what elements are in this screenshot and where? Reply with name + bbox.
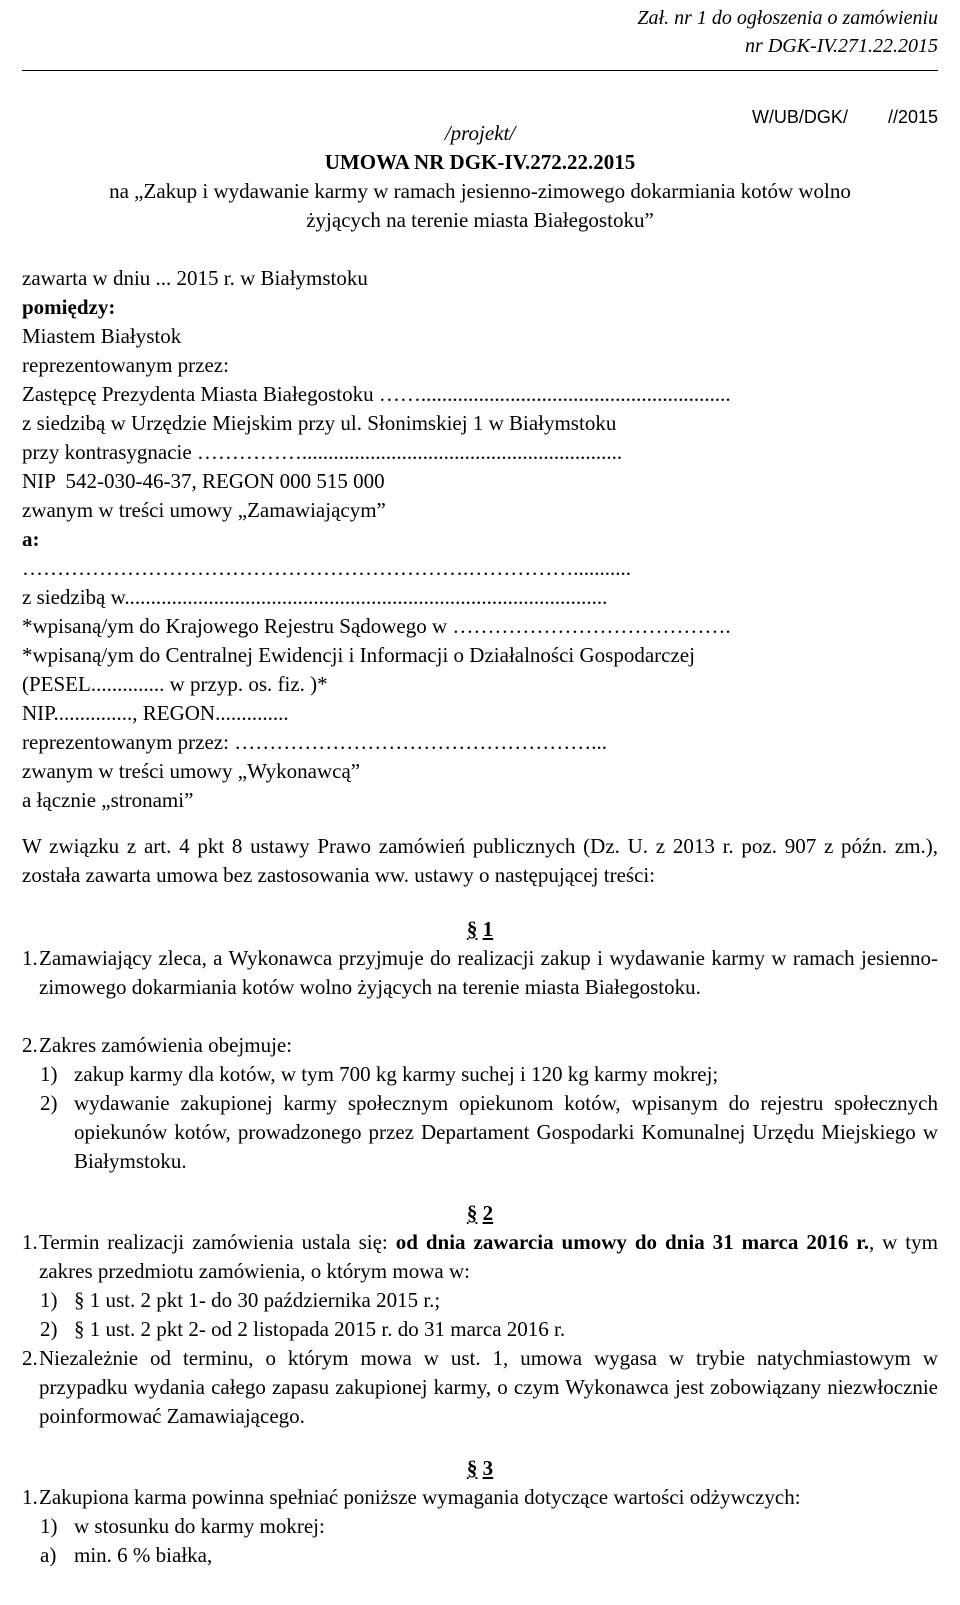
contractor-seat: z siedzibą w............................................................................................ [22, 585, 608, 609]
pesel-line: (PESEL.............. w przyp. os. fiz. )* [22, 672, 328, 696]
parties-name: a łącznie „stronami” [22, 788, 194, 812]
document-reference: W/UB/DGK/ //2015 [751, 107, 938, 127]
point-number: 2. [22, 1346, 38, 1370]
point-text: Zakres zamówienia obejmuje: [39, 1033, 293, 1057]
section-symbol: § [466, 917, 478, 941]
item-text: § 1 ust. 2 pkt 2- od 2 listopada 2015 r. do 31 marca 2016 r. [74, 1317, 566, 1341]
city-nip-regon: NIP 542-030-46-37, REGON 000 515 000 [22, 469, 385, 493]
section-symbol: § [466, 1456, 478, 1480]
header-rule [22, 70, 938, 71]
s1-point-2 [22, 1031, 938, 1060]
krs-entry: *wpisaną/ym do Krajowego Rejestru Sądowego w …………………………………. [22, 614, 731, 638]
point-text: Zakupiona karma powinna spełniać poniższe wymagania dotyczące wartości odżywczych: [39, 1485, 801, 1509]
section-number: 3 [482, 1456, 494, 1480]
item-letter: a) [40, 1543, 57, 1567]
s2-point-1 [22, 1228, 938, 1286]
draft-label: /projekt/ [444, 121, 516, 145]
section-3-heading [22, 1454, 938, 1483]
legal-basis: W związku z art. 4 pkt 8 ustawy Prawo zamówień publicznych (Dz. U. z 2013 r. poz. 907 z późn. zm.), została zawarta umowa bez zastosowania ww. ustawy o następującej treści: [22, 834, 938, 887]
section-1-heading [22, 915, 938, 944]
item-text: w stosunku do karmy mokrej: [74, 1514, 325, 1538]
ordering-party-name: zwanym w treści umowy „Zamawiającym” [22, 498, 386, 522]
item-number: 1) [40, 1514, 58, 1538]
point-text: Niezależnie od terminu, o którym mowa w ust. 1, umowa wygasa w trybie natychmiastowym w przypadku wydania całego zapasu zakupionej karmy, o czym Wykonawca jest zobowiązany niezwłocznie poinformować Zamawiającego. [39, 1346, 938, 1428]
subject-line-2: żyjących na terenie miasta Białegostoku” [306, 208, 654, 232]
section-number: 2 [482, 1201, 494, 1225]
item-text: zakup karmy dla kotów, w tym 700 kg karmy suchej i 120 kg karmy mokrej; [74, 1062, 719, 1086]
point-text [39, 1228, 938, 1286]
subject-line-1: na „Zakup i wydawanie karmy w ramach jesienno-zimowego dokarmiania kotów wolno [109, 179, 851, 203]
s2-point-2 [22, 1344, 938, 1431]
represented-by: reprezentowanym przez: [22, 353, 229, 377]
section-symbol: § [466, 1201, 478, 1225]
s1-item-2 [40, 1089, 938, 1176]
s2-item-1 [40, 1286, 938, 1315]
item-text: min. 6 % białka, [74, 1543, 213, 1567]
term-period: od dnia zawarcia umowy do dnia 31 marca 2016 r. [395, 1230, 869, 1254]
term-scope: , w tym zakres przedmiotu zamówienia, o którym mowa w: [39, 1230, 938, 1283]
section-number: 1 [482, 917, 494, 941]
city-seat: z siedzibą w Urzędzie Miejskim przy ul. Słonimskiej 1 w Białymstoku [22, 411, 617, 435]
contract-date: zawarta w dniu ... 2015 r. w Białymstoku [22, 266, 368, 290]
between-label: pomiędzy: [22, 295, 116, 319]
term-intro: Termin realizacji zamówienia ustala się: [39, 1230, 396, 1254]
item-number: 1) [40, 1062, 58, 1086]
contract-number: UMOWA NR DGK-IV.272.22.2015 [324, 150, 636, 174]
attachment-header [637, 4, 938, 60]
s2-item-2 [40, 1315, 938, 1344]
item-text: wydawanie zakupionej karmy społecznym opiekunom kotów, wpisanym do rejestru społecznych opiekunów kotów, prowadzonego przez Departament Gospodarki Komunalnej Urzędu Miejskiego w Białymstoku. [74, 1091, 938, 1173]
contractor-representative: reprezentowanym przez: ……………………………………………... [22, 730, 607, 754]
point-number: 2. [22, 1033, 38, 1057]
section-2-heading [22, 1199, 938, 1228]
point-number: 1. [22, 946, 38, 970]
and-label: a: [22, 527, 40, 551]
s3-item-1 [40, 1512, 938, 1541]
contractor-name: zwanym w treści umowy „Wykonawcą” [22, 759, 361, 783]
item-number: 2) [40, 1317, 58, 1341]
s1-point-1 [22, 944, 938, 1002]
s3-point-1 [22, 1483, 938, 1512]
contractor-nip-regon: NIP..............., REGON.............. [22, 701, 289, 725]
item-text: § 1 ust. 2 pkt 1- do 30 października 2015 r.; [74, 1288, 441, 1312]
party-city: Miastem Białystok [22, 324, 182, 348]
item-number: 2) [40, 1091, 58, 1115]
point-text: Zamawiający zleca, a Wykonawca przyjmuje do realizacji zakup i wydawanie karmy w ramach jesienno-zimowego dokarmiania kotów wolno żyjących na terenie miasta Białegostoku. [39, 946, 938, 999]
attachment-line-2: nr DGK-IV.271.22.2015 [745, 35, 938, 57]
s3-item-a [40, 1541, 938, 1570]
contractor-name-blank: ……………………………………………………….……………........... [22, 556, 631, 580]
attachment-line-1: Zał. nr 1 do ogłoszenia o zamówieniu [637, 7, 938, 29]
deputy-mayor: Zastępcę Prezydenta Miasta Białegostoku ……........................................................... [22, 382, 731, 406]
point-number: 1. [22, 1230, 38, 1254]
item-number: 1) [40, 1288, 58, 1312]
s1-item-1 [40, 1060, 938, 1089]
ceidg-entry: *wpisaną/ym do Centralnej Ewidencji i Informacji o Działalności Gospodarczej [22, 643, 695, 667]
countersignature: przy kontrasygnacie ……………............................................................. [22, 440, 623, 464]
point-number: 1. [22, 1485, 38, 1509]
